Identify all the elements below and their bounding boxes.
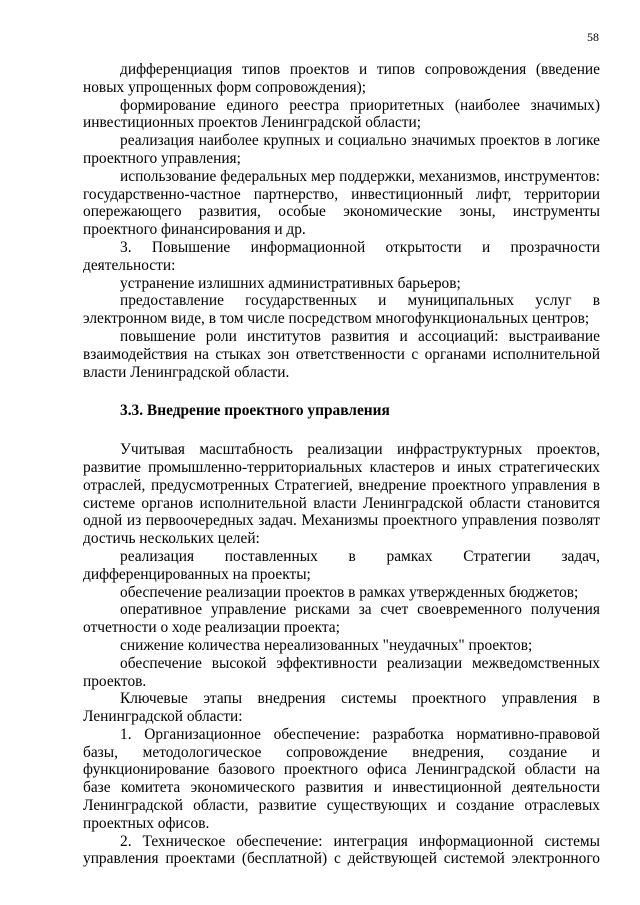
paragraph: 1. Организационное обеспечение: разработка нормативно-правовой базы, методологическое сопровождение внедрения, создание и функционирование базового проектного офиса Ленинградской области на базе комитета экономического развития и инвестиционной деятельности Ленинградской области, развитие существующих и создание отраслевых проектных офисов.	[83, 725, 600, 832]
paragraph: повышение роли институтов развития и ассоциаций: выстраивание взаимодействия на стыках зон ответственности с органами исполнительной власти Ленинградской области.	[83, 327, 600, 381]
paragraph: 3. Повышение информационной открытости и прозрачности деятельности:	[83, 238, 600, 274]
section-heading: 3.3. Внедрение проектного управления	[120, 402, 390, 420]
paragraph: реализация наиболее крупных и социально значимых проектов в логике проектного управления;	[83, 132, 600, 167]
paragraph: обеспечение реализации проектов в рамках утвержденных бюджетов;	[120, 583, 579, 601]
paragraph: обеспечение высокой эффективности реализации межведомственных проектов.	[83, 654, 600, 690]
page-number: 58	[587, 30, 599, 44]
paragraph: использование федеральных мер поддержки, механизмов, инструментов: государственно-частное партнерство, инвестиционный лифт, территории опережающего развития, особые экономические зоны, инструменты проектного финансирования и др.	[83, 167, 600, 239]
paragraph: предоставление государственных и муниципальных услуг в электронном виде, в том числе посредством многофункциональных центров;	[83, 292, 600, 328]
paragraph: снижение количества нереализованных "неудачных" проектов;	[120, 636, 533, 654]
paragraph: формирование единого реестра приоритетных (наиболее значимых) инвестиционных проектов Ленинградской области;	[83, 96, 600, 132]
paragraph: устранение излишних административных барьеров;	[120, 274, 461, 292]
paragraph: Учитывая масштабность реализации инфраструктурных проектов, развитие промышленно-территориальных кластеров и иных стратегических отраслей, предусмотренных Стратегией, внедрение проектного управления в системе органов исполнительной власти Ленинградской области становится одной из первоочередных задач. Механизмы проектного управления позволят достичь нескольких целей:	[83, 441, 600, 548]
paragraph: дифференциация типов проектов и типов сопровождения (введение новых упрощенных форм сопровождения);	[83, 61, 600, 96]
paragraph: Ключевые этапы внедрения системы проектного управления в Ленинградской области:	[83, 690, 600, 726]
paragraph: 2. Техническое обеспечение: интеграция информационной системы управления проектами (бесплатной) с действующей системой электронного	[83, 832, 600, 868]
document-body	[83, 61, 600, 868]
paragraph: оперативное управление рисками за счет своевременного получения отчетности о ходе реализации проекта;	[83, 601, 600, 637]
paragraph: реализация поставленных в рамках Стратегии задач, дифференцированных на проекты;	[83, 547, 600, 583]
